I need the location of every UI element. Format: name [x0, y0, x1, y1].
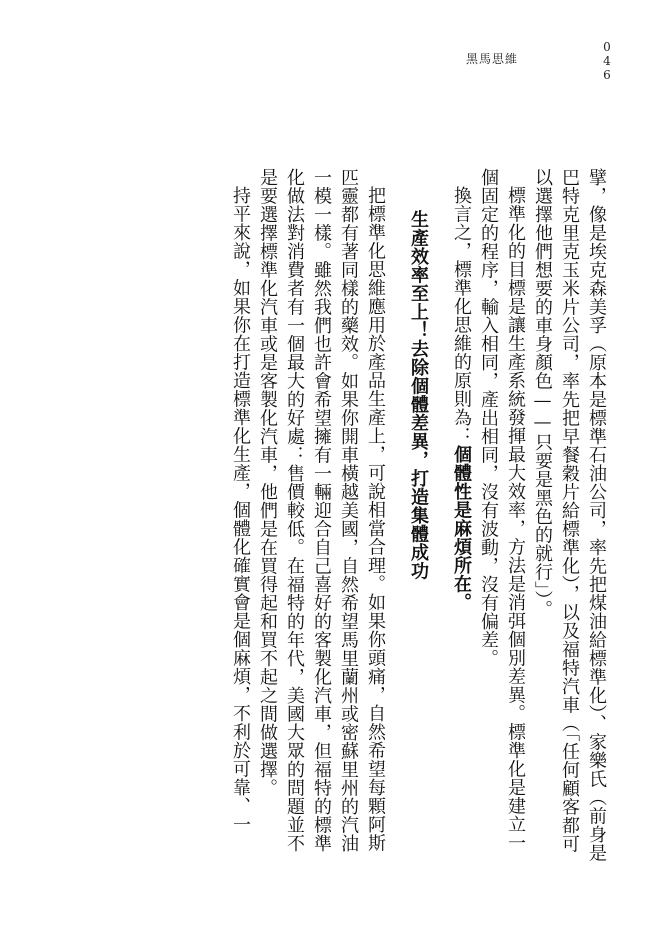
paragraph-standardization-goal: 標準化的目標是讓生產系統發揮最大效率，方法是消弭個別差異。標準化是建立一個固定的程序，輸入相同，產出相同，沒有波動，沒有偏差。	[478, 168, 526, 852]
paragraph-principle	[448, 168, 475, 868]
paragraph-individuality: 持平來說，如果你在打造標準化生產，個體化確實會是個麻煩，不利於可靠、一	[230, 186, 251, 834]
paragraph-continuation: 擘，像是埃克森美孚（原本是標準石油公司，率先把煤油給標準化）、家樂氏（前身是巴特克里克玉米片公司，率先把早餐穀片給標準化），以及福特汽車（「任何顧客都可以選擇他們想要的車身顏色——只要是黑色的就行」）。	[532, 168, 607, 862]
section-heading: 生產效率至上！去除個體差異，打造集體成功	[408, 210, 429, 580]
body-text	[70, 168, 610, 868]
paragraph-product-application: 把標準化思維應用於產品生產上，可說相當合理。如果你頭痛，自然希望每顆阿斯匹靈都有著同樣的藥效。如果你開車橫越美國，自然希望馬里蘭州或密蘇里州的汽油一模一樣。雖然我們也許會希望擁有一輛迎合自己喜好的客製化汽車，但福特的標準化做法對消費者有一個最大的好處：售價較低。在福特的年代，美國大眾的問題並不是要選擇標準化汽車或是客製化汽車，他們是在買得起和買不起之間做選擇。	[257, 168, 386, 853]
book-title: 黑馬思維	[466, 52, 519, 66]
principle-bold: 個體性是麻煩所在。	[451, 445, 472, 612]
page-number: 046	[600, 40, 614, 82]
principle-lead: 換言之，標準化思維的原則為：	[451, 186, 472, 445]
